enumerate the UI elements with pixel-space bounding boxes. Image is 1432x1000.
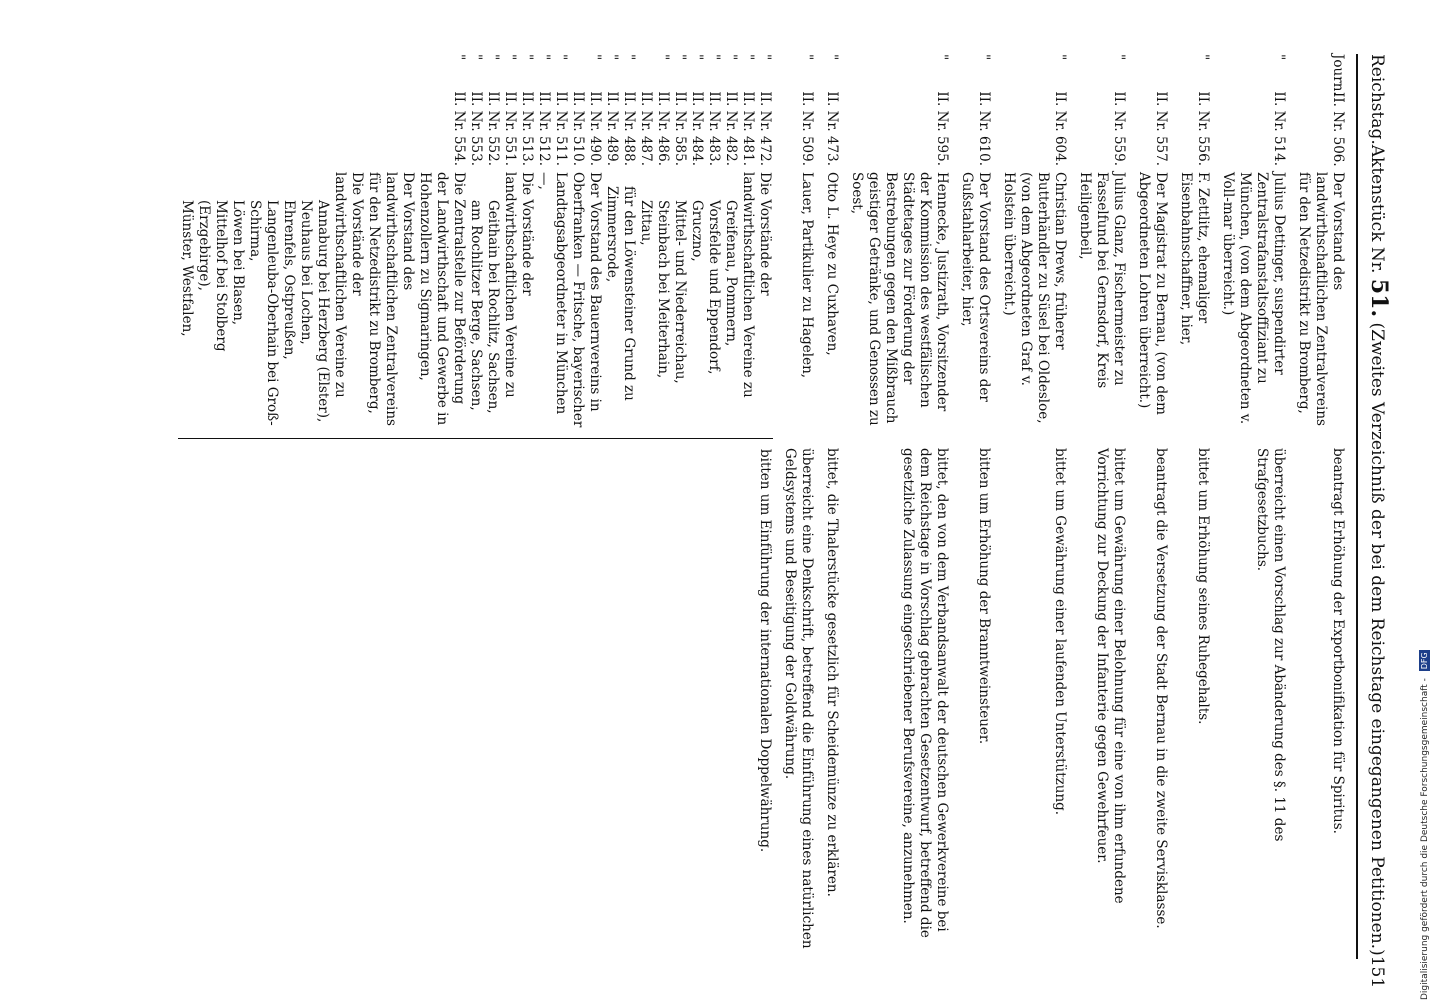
petition-request: überreicht einen Vorschlag zur Abänderung des §. 11 des Strafgesetzbuchs. <box>1254 448 1287 842</box>
petition-row <box>1076 54 1127 959</box>
credit-text: Digitalisierung gefördert durch die Deutsche Forschungsgemeinschaft - <box>1420 678 1430 1000</box>
group-request: bitten um Einführung der internationalen Doppelwährung. <box>757 449 773 853</box>
group-ref <box>569 54 586 166</box>
petition-list <box>170 54 1346 959</box>
journal-prefix: " <box>536 54 552 61</box>
petitioner: Otto L. Heye zu Cuxhaven, <box>824 172 840 356</box>
group-petitioner: Der Vorstand des landwirthschaftlichen Zentralvereins für den Netzedistrikt zu Bromberg, <box>366 172 416 426</box>
journal-number: II. Nr. 511. <box>553 91 569 166</box>
journal-number: II. Nr. 482. <box>723 91 739 166</box>
header-left: Reichstag. <box>1367 54 1387 145</box>
header-center-prefix: Aktenstück Nr. <box>1367 144 1387 274</box>
journal-number: II. Nr. 551. <box>502 91 518 166</box>
journal-prefix: " <box>672 54 688 61</box>
group-petitioner: Die Vorstände der landwirthschaftlichen Vereine zu <box>502 172 535 398</box>
group-ref <box>637 54 654 166</box>
journal-prefix: " <box>799 54 815 61</box>
petition-row <box>848 54 950 959</box>
journal-prefix: " <box>1111 54 1127 61</box>
group-ref <box>603 54 620 166</box>
petition-row <box>1000 54 1068 959</box>
petition-request: überreicht eine Denkschrift, betreffend die Einführung eines natürlichen Geldsystems und Beseitigung der Goldwährung. <box>782 448 815 949</box>
group-petitioner: Geithain bei Rochlitz, Sachsen, <box>485 200 501 414</box>
journal-prefix <box>1152 54 1169 91</box>
journal-prefix <box>569 54 586 91</box>
petition-ref <box>1110 54 1127 166</box>
group-petitioners <box>178 166 773 439</box>
digitization-credit <box>1418 600 1432 1000</box>
group-petitioner: Gruczno, <box>689 200 705 262</box>
journal-prefix: " <box>1052 54 1068 61</box>
petition-ref <box>1152 54 1169 166</box>
group-petitioner: Zittau, <box>638 200 654 246</box>
journal-number: II. Nr. 487. <box>638 91 654 166</box>
journal-number: II. Nr. 472. <box>757 91 773 166</box>
group-refs <box>450 54 773 166</box>
petition-ref <box>975 54 992 166</box>
group-petitioner: Der Vorstand des Bauernvereins in Oberfranken — Fritsche, bayerischer Landtagsabgeordneter in München —, <box>536 172 603 428</box>
group-ref <box>722 54 739 166</box>
petition-request: beantragt die Versetzung der Stadt Bernau in die zweite Servisklasse. <box>1153 448 1169 929</box>
petition-ref <box>933 54 950 166</box>
header-center <box>1366 145 1392 956</box>
journal-number: II. Nr. 490. <box>587 91 603 166</box>
petition-ref <box>1194 54 1211 166</box>
group-ref <box>450 54 467 166</box>
group-petitioner: Löwen bei Blasen, <box>230 200 246 326</box>
journal-number: II. Nr. 483. <box>706 91 722 166</box>
group-petitioner: Die Vorstände der landwirthschaftlichen Vereine zu <box>740 172 773 398</box>
journal-prefix: " <box>934 54 950 61</box>
petition-request: bittet, den von dem Verbandsanwalt der deutschen Gewerkvereine bei dem Reichstage in Vorschlag gebrachten Gesetzentwurf, betreffend die gesetzliche Zulassung eingeschriebener Berufsvereine, anzunehmen. <box>900 448 950 938</box>
journal-prefix: " <box>824 54 840 61</box>
header-rule <box>1356 54 1358 959</box>
journal-prefix: " <box>655 54 671 61</box>
group-petitioner: am Rochlitzer Berge, Sachsen, <box>468 200 484 411</box>
group-petitioner: Vorsfelde und Eppendorf, <box>706 200 722 375</box>
journal-number: II. Nr. 585. <box>672 91 688 166</box>
group-petitioner: Münster, Westfalen, <box>179 200 195 337</box>
group-ref <box>467 54 484 166</box>
group-ref <box>671 54 688 166</box>
group-ref <box>501 54 518 166</box>
petition-rows <box>781 54 1346 959</box>
petition-request: bitten um Erhöhung der Branntweinsteuer. <box>976 448 992 745</box>
group-petitioner: Greifenau, Pommern, <box>723 200 739 347</box>
petitioner: Lauer, Partikulier zu Hagelen, <box>799 172 815 379</box>
group-petitioner: Langenleuba-Oberhain bei Groß-Schirma, <box>247 200 280 426</box>
petition-ref <box>798 54 815 166</box>
group-petitioner: Die Zentralstelle zur Beförderung der Landwirthschaft und Gewerbe in Hohenzollern zu Sigmaringen, <box>417 172 467 426</box>
journal-prefix: " <box>976 54 992 61</box>
journal-prefix: Journ. <box>1330 54 1346 96</box>
group-petitioner: Steinbach bei Meiterhain, <box>655 200 671 379</box>
petitioner: Julius Dettinger, suspendirter Zentralstrafanstaltsoffiziant zu München, (von dem Abgeordneten v. Voll-mar überreicht.) <box>1220 172 1287 425</box>
group-petitioner: Neuhaus bei Lochen, <box>298 200 314 345</box>
petition-request: bittet um Gewährung einer Belohnung für eine von ihm erfundene Vorrichtung zur Deckung der Infanterie gegen Gewehrfeuer. <box>1094 448 1127 904</box>
journal-number: II. Nr. 557. <box>1153 91 1169 166</box>
journal-number: II. Nr. 509. <box>799 91 815 166</box>
petitioner: Hennecke, Justizrath, Vorsitzender der Kommission des westfälischen Städtetages zur Förderung der Bestrebungen gegen den Mißbrauch geistiger Getränke, und Genossen zu Soest, <box>849 172 950 426</box>
journal-number: II. Nr. 604. <box>1052 91 1068 166</box>
journal-number: II. Nr. 554. <box>451 91 467 166</box>
journal-number: II. Nr. 489. <box>604 91 620 166</box>
group-ref <box>654 54 671 166</box>
journal-number: II. Nr. 610. <box>976 91 992 166</box>
journal-number: II. Nr. 473. <box>824 91 840 166</box>
petition-row <box>823 54 840 959</box>
journal-prefix: " <box>519 54 535 61</box>
group-petitioner: Ehrenfels, Ostpreußen, <box>281 200 297 360</box>
journal-number: II. Nr. 595. <box>934 91 950 166</box>
group-ref <box>705 54 722 166</box>
petition-row <box>1219 54 1287 959</box>
journal-number: II. Nr. 553. <box>468 91 484 166</box>
journal-prefix: " <box>689 54 705 61</box>
header-center-number: 51. <box>1366 278 1392 318</box>
petition-ref <box>823 54 840 166</box>
petitioner: Der Magistrat zu Bernau, (von dem Abgeordneten Lohren überreicht.) <box>1136 172 1169 415</box>
group-petitioner: Mittelhof bei Stolberg (Erzgebirge), <box>196 200 229 352</box>
journal-number: II. Nr. 552. <box>485 91 501 166</box>
credit-text-wrapper <box>1418 600 1432 1000</box>
journal-number: II. Nr. 488. <box>621 91 637 166</box>
journal-prefix: " <box>1271 54 1287 61</box>
petition-row <box>1177 54 1211 959</box>
petition-row <box>1295 54 1346 959</box>
page-header <box>1366 54 1392 989</box>
petition-ref <box>1329 54 1346 166</box>
group-ref <box>620 54 637 166</box>
petition-ref <box>1270 54 1287 166</box>
journal-prefix: " <box>723 54 739 61</box>
journal-prefix: " <box>451 54 467 61</box>
petitioner: Der Vorstand des Ortsvereins der Gußstahlarbeiter, hier, <box>959 172 992 402</box>
journal-prefix: " <box>485 54 501 61</box>
journal-prefix: " <box>553 54 569 61</box>
petitioner: Julius Glanz, Fischermeister zu Fasselfund bei Gernsdorf, Kreis Heiligenbeil, <box>1077 172 1127 389</box>
journal-prefix: " <box>1195 54 1211 61</box>
journal-prefix: " <box>757 54 773 61</box>
group-ref <box>535 54 552 166</box>
group-petitioner: für den Löwensteiner Grund zu Zimmersrode, <box>604 186 637 401</box>
petition-request: bittet um Gewährung einer laufenden Unterstützung. <box>1052 448 1068 816</box>
petition-ref <box>1051 54 1068 166</box>
journal-number: II. Nr. 556. <box>1195 91 1211 166</box>
group-ref <box>518 54 535 166</box>
journal-prefix: " <box>621 54 637 61</box>
journal-number: II. Nr. 510. <box>570 91 586 166</box>
journal-number: II. Nr. 484. <box>689 91 705 166</box>
dfg-logo: DFG <box>1420 652 1429 670</box>
group-ref <box>552 54 569 166</box>
journal-number: II. Nr. 514. <box>1271 91 1287 166</box>
petition-request: bittet um Erhöhung seines Ruhegehalts. <box>1195 448 1211 725</box>
petition-request: beantragt Erhöhung der Exportbonifikation für Spiritus. <box>1330 448 1346 834</box>
group-petitioner: Die Vorstände der landwirthschaftlichen Vereine zu <box>332 172 365 398</box>
journal-prefix: " <box>587 54 603 61</box>
group-ref <box>586 54 603 166</box>
journal-number: II. Nr. 559. <box>1111 91 1127 166</box>
journal-number: II. Nr. 481. <box>740 91 756 166</box>
journal-prefix: " <box>740 54 756 61</box>
header-center-suffix: (Zweites Verzeichniß der bei dem Reichstage eingegangenen Petitionen.) <box>1367 322 1387 956</box>
petitioner: F. Zettlitz, ehemaliger Eisenbahnschaffner, hier, <box>1178 172 1211 346</box>
journal-prefix: " <box>468 54 484 61</box>
group-ref <box>484 54 501 166</box>
journal-prefix: " <box>706 54 722 61</box>
journal-number: II. Nr. 512. <box>536 91 552 166</box>
group-petitioner: Annaburg bei Herzberg (Elster), <box>315 200 331 423</box>
journal-prefix: " <box>604 54 620 61</box>
group-ref <box>756 54 773 166</box>
petition-row <box>781 54 815 959</box>
journal-number: II. Nr. 486. <box>655 91 671 166</box>
journal-prefix: " <box>502 54 518 61</box>
group-ref <box>688 54 705 166</box>
page-number: 151 <box>1367 955 1387 989</box>
petitioner: Christian Drews, früherer Butterhändler zu Süsel bei Oldesloe, (von dem Abgeordneten Graf v. Holstein überreicht.) <box>1001 172 1068 424</box>
petition-row <box>958 54 992 959</box>
petition-request: bittet, die Thalerstücke gesetzlich für Scheidemünze zu erklären. <box>824 448 840 897</box>
journal-number: II. Nr. 506. <box>1330 92 1346 167</box>
group-ref <box>739 54 756 166</box>
group-petitioner: Mittel- und Niederreichau, <box>672 200 688 384</box>
journal-prefix <box>637 54 654 91</box>
petitioner: Der Vorstand des landwirthschaftlichen Zentralvereins für den Netzedistrikt zu Bromberg, <box>1296 172 1346 426</box>
petition-group <box>178 54 773 959</box>
journal-number: II. Nr. 513. <box>519 91 535 166</box>
petition-row <box>1135 54 1169 959</box>
